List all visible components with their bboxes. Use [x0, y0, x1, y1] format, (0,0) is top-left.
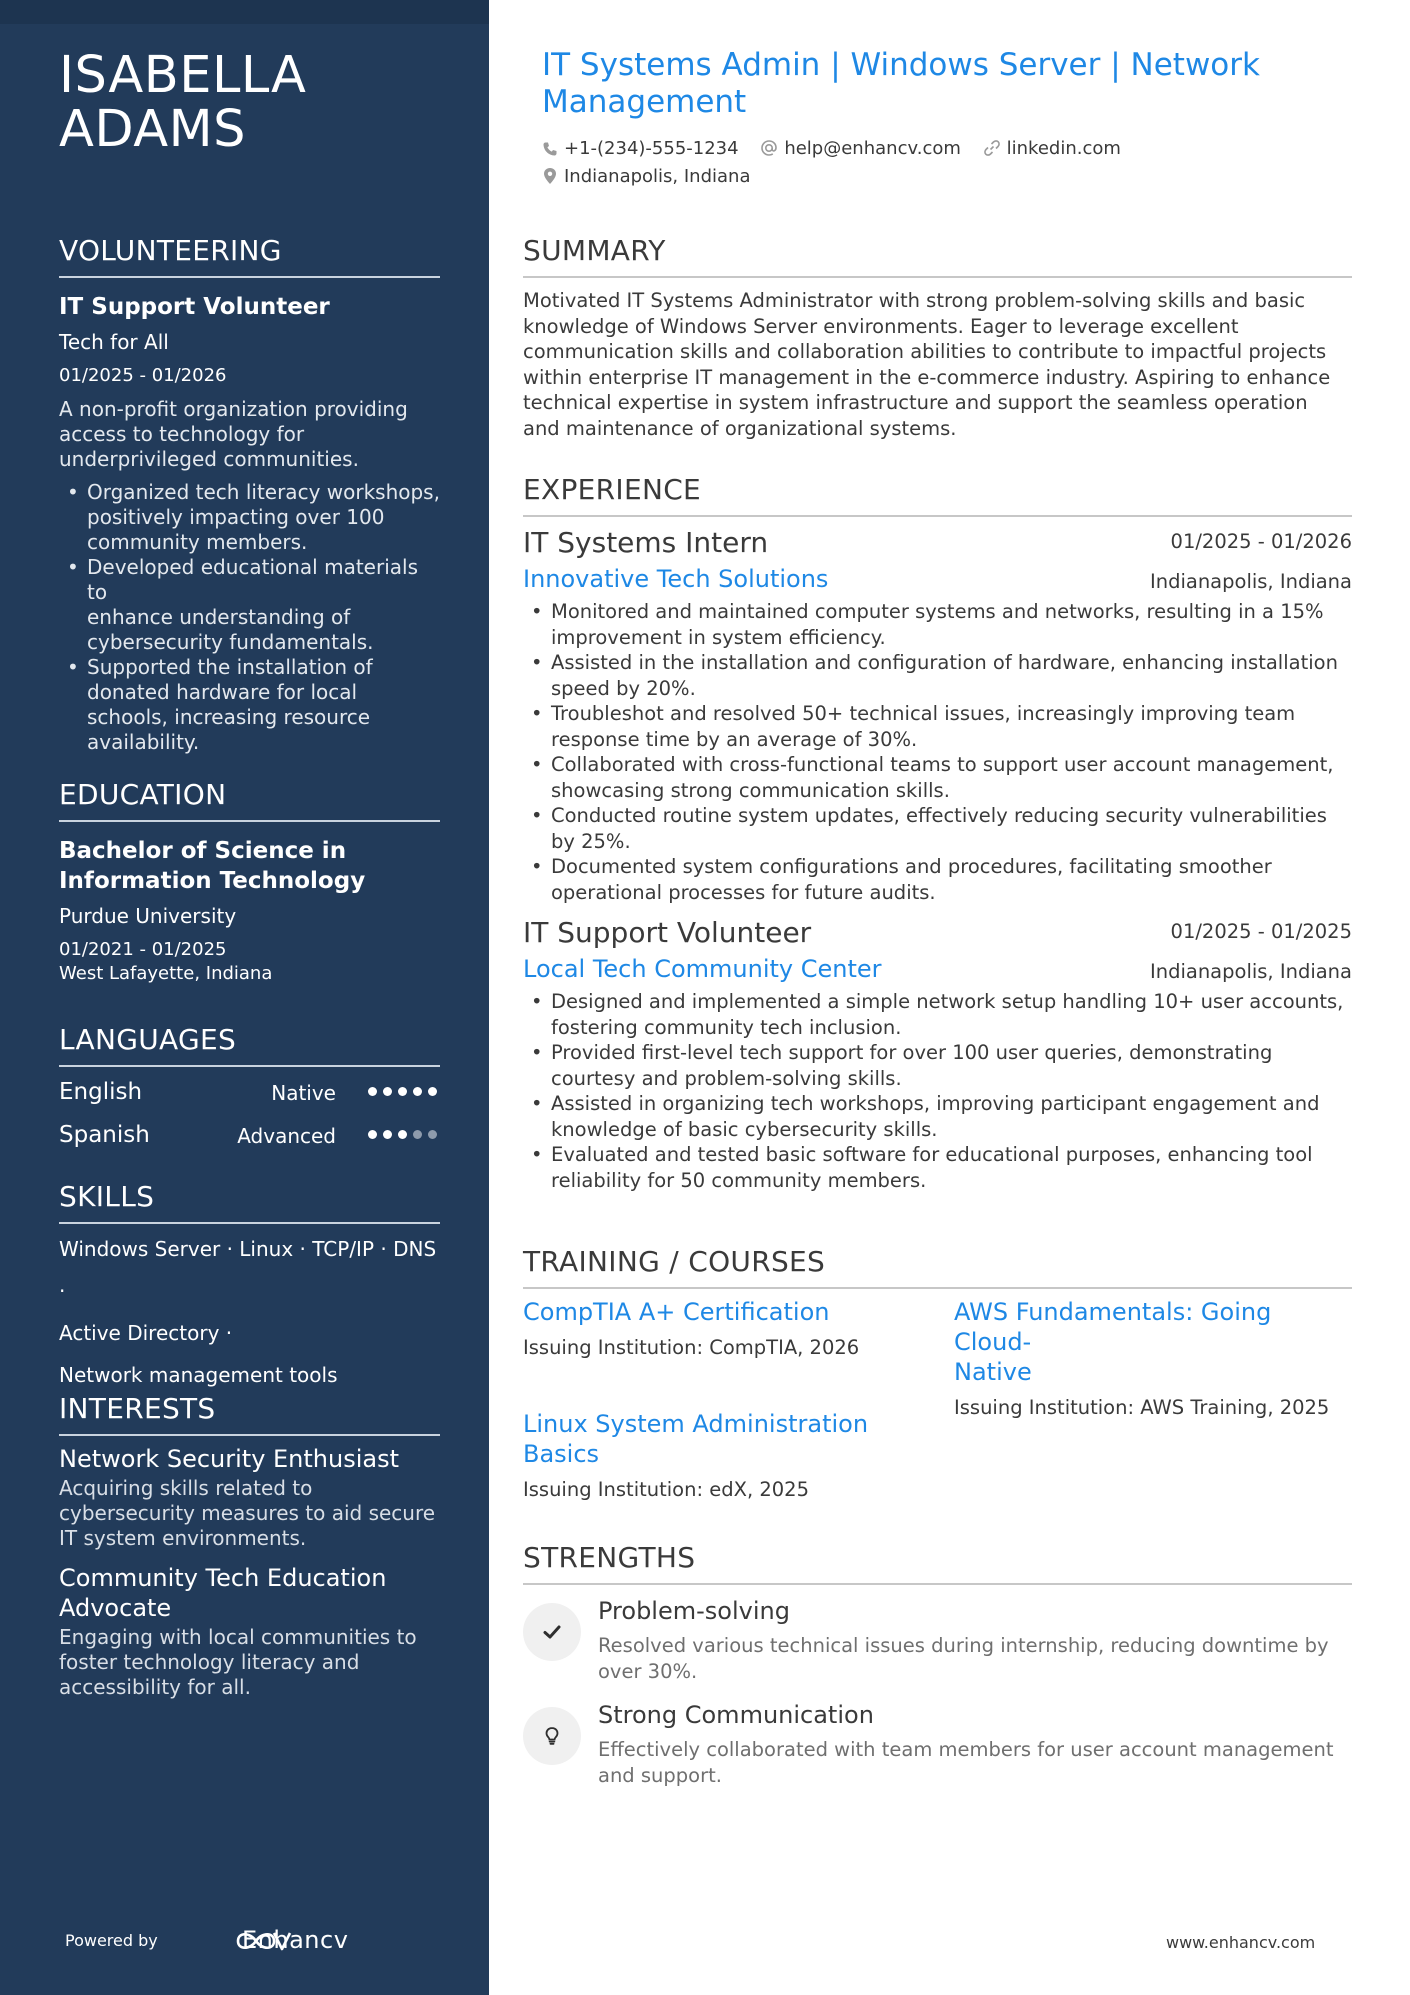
email-text: help@enhancv.com: [784, 138, 961, 159]
degree-line: Bachelor of Science in: [59, 838, 347, 864]
interest-title: [59, 1563, 440, 1623]
bullet-line: improvement in system efficiency.: [551, 625, 886, 649]
headline: [542, 47, 1282, 121]
job-entry: [523, 525, 1352, 905]
interest-title-line: Community Tech Education: [59, 1564, 387, 1592]
language-row: [59, 1118, 440, 1161]
job-bullet: [523, 1142, 1352, 1193]
bullet-line: Assisted in the installation and configuration of hardware, enhancing installation: [551, 651, 1338, 674]
location-pin-icon: [542, 167, 558, 185]
degree: [59, 836, 440, 896]
bullet-line: courtesy and problem-solving skills.: [551, 1066, 902, 1090]
job-bullet: [523, 650, 1352, 701]
candidate-name: [59, 46, 459, 159]
strength-desc-line: Resolved various technical issues during internship, reducing downtime by: [598, 1634, 1329, 1657]
summary-line: knowledge of Windows Server environments. Eager to leverage excellent: [523, 314, 1239, 338]
volunteer-bullets: [59, 480, 440, 755]
language-name: Spanish: [59, 1122, 150, 1148]
interest-desc-line: Acquiring skills related to: [59, 1476, 313, 1500]
skills-line: Windows Server · Linux · TCP/IP · DNS ·: [59, 1237, 437, 1303]
footer-website-link[interactable]: www.enhancv.com: [1166, 1933, 1316, 1952]
at-icon: [760, 139, 778, 157]
link-icon: [983, 139, 1001, 157]
job-bullet: [523, 989, 1352, 1040]
language-dots: [368, 1130, 440, 1140]
proficiency-dot-empty: [413, 1130, 422, 1139]
interest-description: [59, 1476, 440, 1551]
bullet-line: Monitored and maintained computer systems and networks, resulting in a 15%: [551, 600, 1324, 623]
bullet-line: cybersecurity fundamentals.: [87, 630, 374, 654]
proficiency-dot-filled: [383, 1130, 392, 1139]
bullet-line: schools, increasing resource: [87, 705, 371, 729]
interests-section: [59, 1392, 440, 1712]
name-line-2: ADAMS: [59, 100, 247, 159]
bullet-line: Troubleshot and resolved 50+ technical issues, increasingly improving team: [551, 702, 1296, 725]
interest-desc-line: Engaging with local communities to: [59, 1625, 417, 1649]
interest-title: Network Security Enthusiast: [59, 1445, 400, 1473]
job-dates: 01/2025 - 01/2025: [1170, 920, 1352, 943]
volunteering-heading: VOLUNTEERING: [59, 234, 440, 278]
education-location: West Lafayette, Indiana: [59, 963, 273, 984]
course-title: [523, 1409, 923, 1469]
language-level: Native: [271, 1081, 336, 1105]
strength-title: Strong Communication: [598, 1701, 874, 1729]
course-title-line: AWS Fundamentals: Going Cloud-: [954, 1298, 1272, 1356]
skills-line: Network management tools: [59, 1363, 338, 1387]
education-section: [59, 778, 440, 986]
powered-by-label: Powered by: [65, 1931, 158, 1950]
job-bullet: [523, 599, 1352, 650]
course-title-line: Native: [954, 1358, 1032, 1386]
job-bullet: [523, 1091, 1352, 1142]
job-bullet: [523, 701, 1352, 752]
bullet-line: Assisted in organizing tech workshops, improving participant engagement and: [551, 1092, 1320, 1115]
strength-item: [523, 1699, 1352, 1803]
course-institution: Issuing Institution: AWS Training, 2025: [954, 1396, 1330, 1419]
bullet-line: fostering community tech inclusion.: [551, 1015, 902, 1039]
skills-section: [59, 1180, 440, 1396]
job-title: IT Systems Intern: [523, 526, 769, 559]
course-title-line: Linux System Administration: [523, 1410, 869, 1438]
name-line-1: ISABELLA: [59, 46, 307, 105]
bullet-line: Documented system configurations and procedures, facilitating smoother: [551, 855, 1272, 878]
bullet-line: operational processes for future audits.: [551, 880, 936, 904]
language-level: Advanced: [237, 1124, 336, 1148]
volunteer-org: Tech for All: [59, 330, 169, 354]
bullet-line: Organized tech literacy workshops,: [87, 480, 440, 504]
interest-title-line: Advocate: [59, 1594, 172, 1622]
volunteer-desc-line: underprivileged communities.: [59, 447, 359, 471]
bullet-line: response time by an average of 30%.: [551, 727, 918, 751]
strength-icon-circle: [523, 1707, 581, 1765]
proficiency-dot-filled: [383, 1087, 392, 1096]
language-row: [59, 1075, 440, 1118]
job-title: IT Support Volunteer: [523, 916, 812, 949]
bullet-line: speed by 20%.: [551, 676, 696, 700]
bullet-line: donated hardware for local: [87, 680, 358, 704]
summary-section: [523, 234, 1352, 441]
bullet-line: community members.: [87, 530, 308, 554]
bullet-line: Conducted routine system updates, effectively reducing security vulnerabilities: [551, 804, 1327, 827]
course-title-line: Basics: [523, 1440, 600, 1468]
checkmark-icon: [542, 1622, 562, 1642]
strength-description: [598, 1633, 1352, 1684]
contact-linkedin[interactable]: [983, 135, 1121, 163]
proficiency-dot-filled: [428, 1087, 437, 1096]
proficiency-dot-filled: [413, 1087, 422, 1096]
linkedin-text: linkedin.com: [1006, 138, 1121, 159]
skills-heading: SKILLS: [59, 1180, 440, 1224]
volunteer-desc-line: access to technology for: [59, 422, 305, 446]
volunteer-role: IT Support Volunteer: [59, 294, 330, 320]
course-institution: Issuing Institution: edX, 2025: [523, 1478, 809, 1501]
volunteer-dates: 01/2025 - 01/2026: [59, 365, 227, 386]
strength-desc-line: over 30%.: [598, 1659, 698, 1683]
strength-title: Problem-solving: [598, 1597, 790, 1625]
languages-section: [59, 1023, 440, 1161]
course-institution: Issuing Institution: CompTIA, 2026: [523, 1336, 860, 1359]
bullet-line: Provided first-level tech support for over 100 user queries, demonstrating: [551, 1041, 1273, 1064]
contact-phone[interactable]: [542, 135, 739, 163]
languages-heading: LANGUAGES: [59, 1023, 440, 1067]
volunteer-desc-line: A non-profit organization providing: [59, 397, 408, 421]
bullet-line: Evaluated and tested basic software for educational purposes, enhancing tool: [551, 1143, 1313, 1166]
language-dots: [368, 1087, 440, 1097]
interests-heading: INTERESTS: [59, 1392, 440, 1436]
job-bullet: [523, 1040, 1352, 1091]
strengths-section: [523, 1541, 1352, 1803]
interest-desc-line: foster technology literacy and: [59, 1650, 360, 1674]
language-name: English: [59, 1079, 143, 1105]
bullet-line: positively impacting over 100: [87, 505, 385, 529]
experience-section: [523, 473, 1352, 1203]
proficiency-dot-filled: [368, 1087, 377, 1096]
job-bullets: [523, 989, 1352, 1193]
bullet-line: Developed educational materials to: [87, 555, 418, 604]
contact-email[interactable]: [760, 135, 961, 163]
summary-text: [523, 288, 1352, 441]
skills-line: Active Directory ·: [59, 1321, 233, 1345]
interest-desc-line: cybersecurity measures to aid secure: [59, 1501, 436, 1525]
interest-description: [59, 1625, 440, 1700]
strengths-heading: STRENGTHS: [523, 1541, 1352, 1585]
phone-icon: [542, 141, 558, 157]
bullet-line: by 25%.: [551, 829, 631, 853]
bullet-line: Collaborated with cross-functional teams to support user account management,: [551, 753, 1334, 776]
experience-heading: EXPERIENCE: [523, 473, 1352, 517]
job-bullet: [523, 803, 1352, 854]
education-heading: EDUCATION: [59, 778, 440, 822]
job-bullets: [523, 599, 1352, 905]
bullet-line: Designed and implemented a simple network setup handling 10+ user accounts,: [551, 990, 1344, 1013]
job-location: Indianapolis, Indiana: [1149, 960, 1352, 983]
volunteer-bullet: [59, 655, 440, 755]
bullet-line: Supported the installation of: [87, 655, 373, 679]
headline-line: IT Systems Admin | Windows Server | Network: [542, 47, 1260, 83]
volunteering-section: [59, 234, 440, 755]
school: Purdue University: [59, 904, 237, 928]
bullet-line: availability.: [87, 730, 200, 754]
volunteer-bullet: [59, 555, 440, 655]
training-section: [523, 1245, 1352, 1501]
job-dates: 01/2025 - 01/2026: [1170, 530, 1352, 553]
bullet-line: knowledge of basic cybersecurity skills.: [551, 1117, 938, 1141]
contact-location: [542, 163, 751, 191]
summary-line: within enterprise IT management in the e-commerce industry. Aspiring to enhance: [523, 365, 1331, 389]
summary-heading: SUMMARY: [523, 234, 1352, 278]
proficiency-dot-filled: [368, 1130, 377, 1139]
proficiency-dot-filled: [398, 1087, 407, 1096]
summary-line: communication skills and collaboration abilities to contribute to impactful projects: [523, 340, 1327, 363]
job-company: Innovative Tech Solutions: [523, 565, 829, 593]
summary-line: technical expertise in system infrastructure and support the seamless operation: [523, 391, 1308, 414]
main-column: [523, 0, 1352, 1995]
strength-description: [598, 1737, 1352, 1788]
job-company: Local Tech Community Center: [523, 955, 882, 983]
location-text: Indianapolis, Indiana: [564, 166, 751, 187]
headline-line: Management: [542, 84, 747, 120]
course-title: CompTIA A+ Certification: [523, 1298, 830, 1326]
summary-line: Motivated IT Systems Administrator with strong problem-solving skills and basic: [523, 289, 1306, 312]
volunteer-bullet: [59, 480, 440, 555]
lightbulb-icon: [542, 1726, 562, 1746]
enhancv-brand: Enhancv: [242, 1926, 349, 1954]
phone-text: +1-(234)-555-1234: [564, 138, 739, 159]
job-location: Indianapolis, Indiana: [1149, 570, 1352, 593]
job-bullet: [523, 854, 1352, 905]
proficiency-dot-empty: [428, 1130, 437, 1139]
education-dates: 01/2021 - 01/2025: [59, 939, 227, 960]
proficiency-dot-filled: [398, 1130, 407, 1139]
strength-icon-circle: [523, 1603, 581, 1661]
job-bullet: [523, 752, 1352, 803]
strength-desc-line: and support.: [598, 1763, 722, 1787]
course-title: [954, 1297, 1354, 1387]
summary-line: and maintenance of organizational systems.: [523, 416, 957, 440]
degree-line: Information Technology: [59, 868, 366, 894]
contact-info: [542, 135, 1352, 191]
volunteer-description: [59, 397, 440, 472]
bullet-line: reliability for 50 community members.: [551, 1168, 927, 1192]
course-list: [523, 1297, 1352, 1501]
job-entry: [523, 915, 1352, 1193]
sidebar: [0, 0, 489, 1995]
course-item: [523, 1297, 923, 1361]
strength-item: [523, 1595, 1352, 1699]
interest-desc-line: IT system environments.: [59, 1526, 307, 1550]
bullet-line: showcasing strong communication skills.: [551, 778, 950, 802]
strength-desc-line: Effectively collaborated with team members for user account management: [598, 1738, 1334, 1761]
course-item: [523, 1409, 923, 1503]
bullet-line: enhance understanding of: [87, 605, 351, 629]
sidebar-top-band: [0, 0, 489, 24]
interest-desc-line: accessibility for all.: [59, 1675, 251, 1699]
course-item: [954, 1297, 1354, 1421]
training-heading: TRAINING / COURSES: [523, 1245, 1352, 1289]
